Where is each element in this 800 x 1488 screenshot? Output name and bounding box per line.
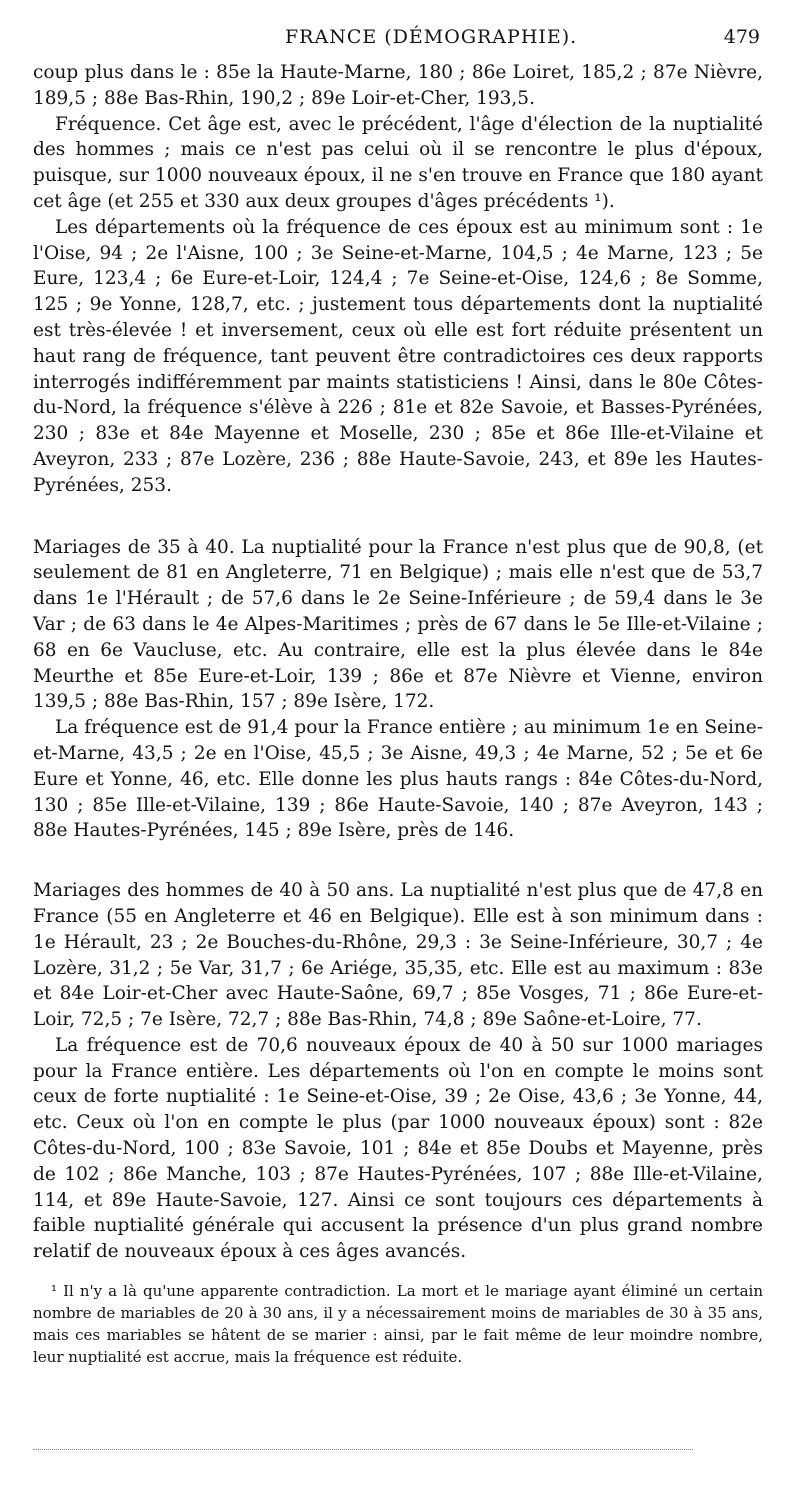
section-gap [33,499,763,535]
paragraph-continuation: coup plus dans le : 85e la Haute-Marne, 180 ; 86e Loiret, 185,2 ; 87e Nièvre, 189,5 ; 88e Bas-Rhin, 190,2 ; 89e Loir-et-Cher, 193,5. [33,62,763,109]
section-mariages-35-40: Mariages de 35 à 40. La nuptialité pour la France n'est plus que de 90,8, (et seulement de 81 en Angleterre, 71 en Belgique) ; mais elle n'est que de 53,7 dans 1e l'Hérault ; de 57,6 dans le 2e Seine-Inférieure ; de 59,4 dans le 3e Var ; de 63 dans le 4e Alpes-Maritimes ; près de 67 dans le 5e Ille-et-Vilaine ; 68 en 6e Vaucluse, etc. Au contraire, elle est la plus élevée dans le 84e Meurthe et 85e Eure-et-Loir, 139 ; 86e et 87e Nièvre et Vienne, environ 139,5 ; 88e Bas-Rhin, 157 ; 89e Isère, 172. [33,536,763,713]
paragraph-frequence: Fréquence. Cet âge est, avec le précédent, l'âge d'élection de la nuptialité des hommes ; mais ce n'est pas celui où il se rencontre le plus d'époux, puisque, sur 1000 nouveaux époux, il ne s'en trouve en France que 180 ayant cet âge (et 255 et 330 aux deux groupes d'âges précédents ¹). [33,113,763,212]
footnotes [33,1280,763,1368]
page-header [0,26,800,54]
bottom-rule [33,1449,693,1450]
section-mariages-40-50: Mariages des hommes de 40 à 50 ans. La nuptialité n'est plus que de 47,8 en France (55 en Angleterre et 46 en Belgique). Elle est à son minimum dans : 1e Hérault, 23 ; 2e Bouches-du-Rhône, 29,3 : 3e Seine-Inférieure, 30,7 ; 4e Lozère, 31,2 ; 5e Var, 31,7 ; 6e Ariége, 35,35, etc. Elle est au maximum : 83e et 84e Loir-et-Cher avec Haute-Saône, 69,7 ; 85e Vosges, 71 ; 86e Eure-et-Loir, 72,5 ; 7e Isère, 72,7 ; 88e Bas-Rhin, 74,8 ; 89e Saône-et-Loire, 77. [33,880,763,1031]
paragraph-frequence-40-50: La fréquence est de 70,6 nouveaux époux de 40 à 50 sur 1000 mariages pour la France entière. Les départements où l'on en compte le moins sont ceux de forte nuptialité : 1e Seine-et-Oise, 39 ; 2e Oise, 43,6 ; 3e Yonne, 44, etc. Ceux où l'on en compte le plus (par 1000 nouveaux époux) sont : 82e Côtes-du-Nord, 100 ; 83e Savoie, 101 ; 84e et 85e Doubs et Mayenne, près de 102 ; 86e Manche, 103 ; 87e Hautes-Pyrénées, 107 ; 88e Ille-et-Vilaine, 114, et 89e Haute-Savoie, 127. Ainsi ce sont toujours ces départements à faible nuptialité générale qui accusent la présence d'un plus grand nombre relatif de nouveaux époux à ces âges avancés. [33,1034,763,1263]
page-number: 479 [723,26,760,48]
running-title: FRANCE (DÉMOGRAPHIE). [285,26,578,48]
main-text [33,60,763,1265]
paragraph-departements: Les départements où la fréquence de ces époux est au minimum sont : 1e l'Oise, 94 ; 2e l'Aisne, 100 ; 3e Seine-et-Marne, 104,5 ; 4e Marne, 123 ; 5e Eure, 123,4 ; 6e Eure-et-Loir, 124,4 ; 7e Seine-et-Oise, 124,6 ; 8e Somme, 125 ; 9e Yonne, 128,7, etc. ; justement tous départements dont la nuptialité est très-élevée ! et inversement, ceux où elle est fort réduite présentent un haut rang de fréquence, tant peuvent être contradictoires ces deux rapports interrogés indifféremment par maints statisticiens ! Ainsi, dans le 80e Côtes-du-Nord, la fréquence s'élève à 226 ; 81e et 82e Savoie, et Basses-Pyrénées, 230 ; 83e et 84e Mayenne et Moselle, 230 ; 85e et 86e Ille-et-Vilaine et Aveyron, 233 ; 87e Lozère, 236 ; 88e Haute-Savoie, 243, et 89e les Hautes-Pyrénées, 253. [33,216,763,496]
section-gap [33,844,763,878]
paragraph-frequence-35-40: La fréquence est de 91,4 pour la France entière ; au minimum 1e en Seine-et-Marne, 43,5 ; 2e en l'Oise, 45,5 ; 3e Aisne, 49,3 ; 4e Marne, 52 ; 5e et 6e Eure et Yonne, 46, etc. Elle donne les plus hauts rangs : 84e Côtes-du-Nord, 130 ; 85e Ille-et-Vilaine, 139 ; 86e Haute-Savoie, 140 ; 87e Aveyron, 143 ; 88e Hautes-Pyrénées, 145 ; 89e Isère, près de 146. [33,717,763,842]
footnote-1: ¹ Il n'y a là qu'une apparente contradiction. La mort et le mariage ayant éliminé un certain nombre de mariables de 20 à 30 ans, il y a nécessairement moins de mariables de 30 à 35 ans, mais ces mariables se hâtent de se marier : ainsi, par le fait même de leur moindre nombre, leur nuptialité est accrue, mais la fréquence est réduite. [33,1282,763,1366]
